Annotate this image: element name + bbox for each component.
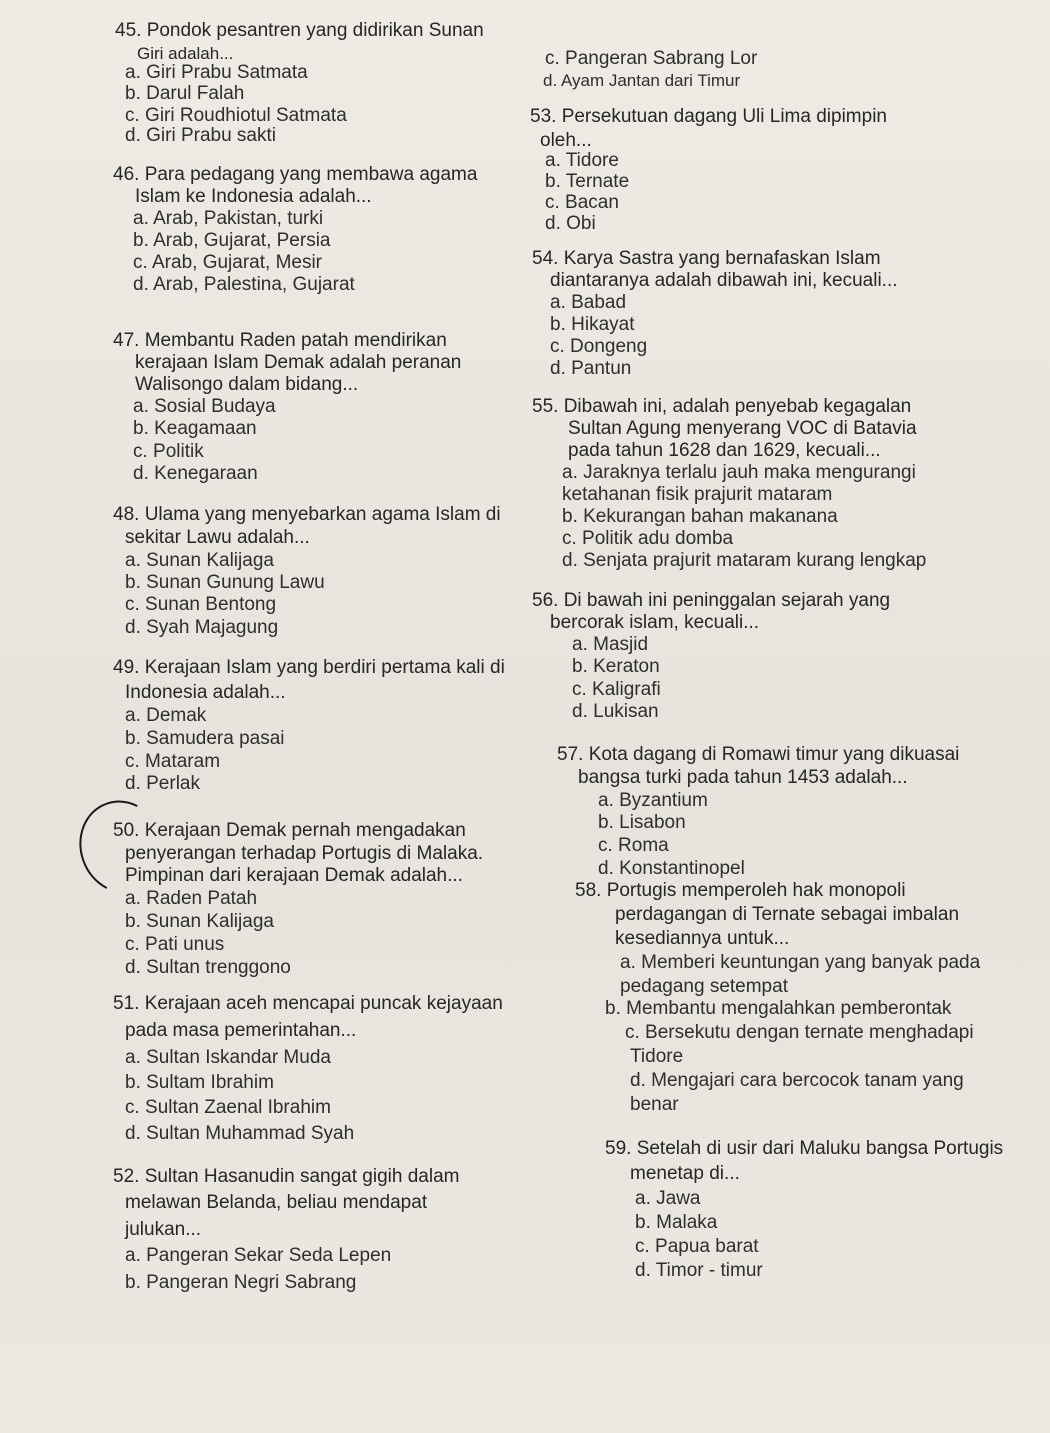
q59-option-b: b. Malaka bbox=[635, 1212, 718, 1233]
q47-stem-line1: 47. Membantu Raden patah mendirikan bbox=[113, 330, 447, 351]
q57-option-b: b. Lisabon bbox=[598, 812, 686, 833]
q51-option-c: c. Sultan Zaenal Ibrahim bbox=[125, 1097, 331, 1118]
q53-option-c: c. Bacan bbox=[545, 192, 619, 213]
q48-option-a: a. Sunan Kalijaga bbox=[125, 550, 274, 571]
q48-stem-line2: sekitar Lawu adalah... bbox=[125, 527, 310, 548]
q58-option-b: b. Membantu mengalahkan pemberontak bbox=[605, 998, 952, 1019]
q58-option-d-cont: benar bbox=[630, 1094, 679, 1115]
q49-option-b: b. Samudera pasai bbox=[125, 728, 285, 749]
q52-option-b: b. Pangeran Negri Sabrang bbox=[125, 1272, 357, 1293]
q53-stem-line2: oleh... bbox=[540, 130, 592, 151]
q58-option-c: c. Bersekutu dengan ternate menghadapi bbox=[625, 1022, 974, 1043]
q55-option-d: d. Senjata prajurit mataram kurang lengkap bbox=[562, 550, 927, 571]
q59-option-a: a. Jawa bbox=[635, 1188, 701, 1209]
q55-stem-line2: Sultan Agung menyerang VOC di Batavia bbox=[568, 418, 917, 439]
q50-stem-line1: 50. Kerajaan Demak pernah mengadakan bbox=[113, 820, 466, 841]
q57-option-a: a. Byzantium bbox=[598, 790, 708, 811]
q55-option-b: b. Kekurangan bahan makanana bbox=[562, 506, 838, 527]
q45-stem-line2: Giri adalah... bbox=[137, 44, 234, 63]
q49-option-a: a. Demak bbox=[125, 705, 207, 726]
q58-stem-line2: perdagangan di Ternate sebagai imbalan bbox=[615, 904, 960, 925]
q57-stem-line1: 57. Kota dagang di Romawi timur yang dikuasai bbox=[557, 744, 960, 765]
q55-option-a-cont: ketahanan fisik prajurit mataram bbox=[562, 484, 833, 505]
q49-option-c: c. Mataram bbox=[125, 751, 221, 772]
q57-option-c: c. Roma bbox=[598, 835, 669, 856]
q50-option-a: a. Raden Patah bbox=[125, 888, 258, 909]
q52-stem-line2: melawan Belanda, beliau mendapat bbox=[125, 1192, 428, 1213]
q53-option-d: d. Obi bbox=[545, 213, 596, 234]
q55-stem-line1: 55. Dibawah ini, adalah penyebab kegagalan bbox=[532, 396, 912, 417]
q45-option-d-alt: d. Ayam Jantan dari Timur bbox=[543, 71, 741, 90]
q55-option-c: c. Politik adu domba bbox=[562, 528, 734, 549]
q47-option-c: c. Politik bbox=[133, 441, 204, 462]
q45-option-c-alt: c. Pangeran Sabrang Lor bbox=[545, 48, 758, 69]
q51-stem-line2: pada masa pemerintahan... bbox=[125, 1020, 357, 1041]
q46-option-c: c. Arab, Gujarat, Mesir bbox=[133, 252, 323, 273]
q49-option-d: d. Perlak bbox=[125, 773, 200, 794]
q46-stem-line2: Islam ke Indonesia adalah... bbox=[135, 186, 372, 207]
q48-option-c: c. Sunan Bentong bbox=[125, 594, 277, 615]
q56-stem-line1: 56. Di bawah ini peninggalan sejarah yang bbox=[532, 590, 891, 611]
q53-stem-line1: 53. Persekutuan dagang Uli Lima dipimpin bbox=[530, 106, 887, 127]
q55-option-a: a. Jaraknya terlalu jauh maka mengurangi bbox=[562, 462, 916, 483]
q45-option-d: d. Giri Prabu sakti bbox=[125, 125, 276, 146]
q45-option-a: a. Giri Prabu Satmata bbox=[125, 62, 308, 83]
q59-stem-line2: menetap di... bbox=[630, 1163, 740, 1184]
q54-option-c: c. Dongeng bbox=[550, 336, 648, 357]
q48-option-d: d. Syah Majagung bbox=[125, 617, 279, 638]
q59-option-c: c. Papua barat bbox=[635, 1236, 759, 1257]
q58-option-a: a. Memberi keuntungan yang banyak pada bbox=[620, 952, 981, 973]
q54-stem-line2: diantaranya adalah dibawah ini, kecuali... bbox=[550, 270, 898, 291]
q53-option-b: b. Ternate bbox=[545, 171, 630, 192]
q47-option-d: d. Kenegaraan bbox=[133, 463, 258, 484]
q52-stem-line1: 52. Sultan Hasanudin sangat gigih dalam bbox=[113, 1166, 460, 1187]
q53-option-a: a. Tidore bbox=[545, 150, 619, 171]
q57-stem-line2: bangsa turki pada tahun 1453 adalah... bbox=[578, 767, 908, 788]
q58-option-a-cont: pedagang setempat bbox=[620, 976, 788, 997]
q50-stem-line2: penyerangan terhadap Portugis di Malaka. bbox=[125, 843, 484, 864]
q49-stem-line2: Indonesia adalah... bbox=[125, 682, 286, 703]
q49-stem-line1: 49. Kerajaan Islam yang berdiri pertama kali di bbox=[113, 657, 505, 678]
q56-stem-line2: bercorak islam, kecuali... bbox=[550, 612, 760, 633]
q45-option-c: c. Giri Roudhiotul Satmata bbox=[125, 105, 347, 126]
q56-option-a: a. Masjid bbox=[572, 634, 649, 655]
q58-option-d: d. Mengajari cara bercocok tanam yang bbox=[630, 1070, 964, 1091]
q47-option-b: b. Keagamaan bbox=[133, 418, 257, 439]
q46-option-b: b. Arab, Gujarat, Persia bbox=[133, 230, 331, 251]
q54-option-d: d. Pantun bbox=[550, 358, 632, 379]
q51-stem-line1: 51. Kerajaan aceh mencapai puncak kejayaan bbox=[113, 993, 503, 1014]
q59-option-d: d. Timor - timur bbox=[635, 1260, 763, 1281]
q48-stem-line1: 48. Ulama yang menyebarkan agama Islam di bbox=[113, 504, 501, 525]
q56-option-b: b. Keraton bbox=[572, 656, 660, 677]
q58-stem-line3: kesediannya untuk... bbox=[615, 928, 790, 949]
q50-stem-line3: Pimpinan dari kerajaan Demak adalah... bbox=[125, 865, 463, 886]
q51-option-b: b. Sultam Ibrahim bbox=[125, 1072, 274, 1093]
q51-option-d: d. Sultan Muhammad Syah bbox=[125, 1123, 355, 1144]
q47-stem-line2: kerajaan Islam Demak adalah peranan bbox=[135, 352, 462, 373]
q48-option-b: b. Sunan Gunung Lawu bbox=[125, 572, 325, 593]
q51-option-a: a. Sultan Iskandar Muda bbox=[125, 1047, 331, 1068]
q55-stem-line3: pada tahun 1628 dan 1629, kecuali... bbox=[568, 440, 881, 461]
q58-stem-line1: 58. Portugis memperoleh hak monopoli bbox=[575, 880, 906, 901]
q58-option-c-cont: Tidore bbox=[630, 1046, 684, 1067]
q47-option-a: a. Sosial Budaya bbox=[133, 396, 276, 417]
q50-option-d: d. Sultan trenggono bbox=[125, 957, 291, 978]
q54-option-b: b. Hikayat bbox=[550, 314, 635, 335]
q45-option-b: b. Darul Falah bbox=[125, 83, 245, 104]
q45-stem-line1: 45. Pondok pesantren yang didirikan Sunan bbox=[115, 20, 484, 41]
q56-option-d: d. Lukisan bbox=[572, 701, 659, 722]
q46-option-d: d. Arab, Palestina, Gujarat bbox=[133, 274, 355, 295]
q54-option-a: a. Babad bbox=[550, 292, 627, 313]
q59-stem-line1: 59. Setelah di usir dari Maluku bangsa Portugis bbox=[605, 1138, 1004, 1159]
q54-stem-line1: 54. Karya Sastra yang bernafaskan Islam bbox=[532, 248, 881, 269]
q56-option-c: c. Kaligrafi bbox=[572, 679, 661, 700]
q52-stem-line3: julukan... bbox=[125, 1219, 202, 1240]
q47-stem-line3: Walisongo dalam bidang... bbox=[135, 374, 359, 395]
q50-option-b: b. Sunan Kalijaga bbox=[125, 911, 274, 932]
q50-option-c: c. Pati unus bbox=[125, 934, 225, 955]
q46-option-a: a. Arab, Pakistan, turki bbox=[133, 208, 324, 229]
q52-option-a: a. Pangeran Sekar Seda Lepen bbox=[125, 1245, 392, 1266]
q57-option-d: d. Konstantinopel bbox=[598, 858, 745, 879]
q46-stem-line1: 46. Para pedagang yang membawa agama bbox=[113, 164, 478, 185]
